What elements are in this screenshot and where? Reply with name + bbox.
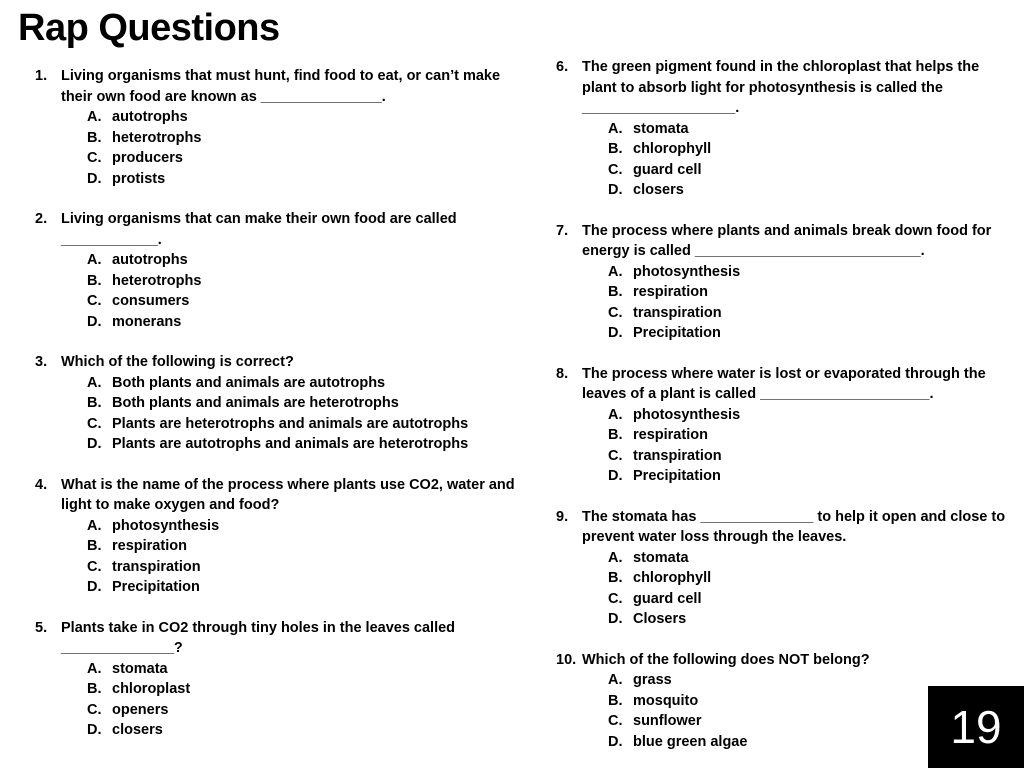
option-letter: D. — [87, 436, 102, 452]
option-letter: C. — [87, 293, 102, 309]
option-text: closers — [633, 182, 684, 198]
slide-title: Rap Questions — [18, 7, 280, 49]
answer-option — [608, 446, 1011, 467]
option-text: stomata — [633, 120, 689, 137]
option-letter: B. — [608, 692, 623, 709]
answer-options — [87, 659, 525, 741]
option-text: guard cell — [633, 161, 702, 178]
question-text: The process where plants and animals break down food for energy is called ____________________________. — [582, 222, 992, 259]
answer-option — [87, 659, 525, 680]
option-text: consumers — [112, 293, 190, 309]
option-text: Closers — [633, 611, 687, 627]
option-letter: A. — [608, 549, 623, 566]
question-number: 1. — [35, 68, 48, 84]
option-letter: C. — [87, 415, 102, 432]
question-text: Which of the following is correct? — [61, 354, 294, 370]
option-text: photosynthesis — [633, 263, 741, 280]
option-text: respiration — [633, 284, 708, 300]
answer-option — [87, 414, 525, 435]
answer-option — [608, 466, 1011, 487]
answer-option — [87, 128, 525, 149]
option-letter: C. — [608, 713, 623, 729]
option-text: Plants are heterotrophs and animals are autotrophs — [112, 415, 469, 432]
answer-options — [87, 516, 525, 598]
option-text: chlorophyll — [633, 570, 712, 586]
question-number: 5. — [35, 619, 48, 636]
option-text: heterotrophs — [112, 129, 202, 146]
option-text: photosynthesis — [633, 406, 741, 423]
option-text: photosynthesis — [112, 517, 220, 534]
option-letter: D. — [608, 325, 623, 341]
option-text: chlorophyll — [633, 141, 712, 157]
answer-option — [87, 291, 525, 312]
option-text: Precipitation — [633, 325, 721, 341]
option-text: respiration — [633, 427, 708, 443]
option-text: Both plants and animals are autotrophs — [112, 374, 386, 391]
answer-option — [87, 271, 525, 292]
answer-option — [87, 577, 525, 598]
answer-option — [608, 323, 1011, 344]
option-letter: A. — [87, 517, 102, 534]
option-text: stomata — [633, 549, 689, 566]
question-text: The green pigment found in the chloroplast that helps the plant to absorb light for photosynthesis is called the ___________________. — [582, 59, 980, 116]
option-letter: B. — [608, 284, 623, 300]
question-number: 8. — [556, 365, 569, 382]
question-text: Plants take in CO2 through tiny holes in the leaves called ______________? — [61, 619, 456, 656]
option-text: monerans — [112, 313, 182, 330]
option-letter: C. — [608, 590, 623, 607]
option-text: closers — [112, 722, 163, 738]
option-text: Precipitation — [633, 468, 721, 484]
question-number: 4. — [35, 476, 48, 493]
option-letter: D. — [87, 722, 102, 738]
answer-option — [87, 393, 525, 414]
question-5 — [35, 618, 525, 741]
question-number: 3. — [35, 354, 48, 370]
option-text: transpiration — [112, 558, 201, 575]
option-text: mosquito — [633, 692, 699, 709]
option-text: producers — [112, 150, 183, 166]
answer-options — [608, 119, 1011, 201]
answer-option — [608, 425, 1011, 446]
answer-options — [608, 405, 1011, 487]
answer-option — [87, 373, 525, 394]
option-letter: A. — [608, 263, 623, 280]
question-3 — [35, 352, 525, 455]
option-text: respiration — [112, 538, 187, 554]
answer-option — [87, 557, 525, 578]
answer-option — [87, 516, 525, 537]
option-letter: C. — [87, 150, 102, 166]
right-question-column — [556, 57, 1011, 772]
question-1 — [35, 66, 525, 189]
answer-option — [87, 434, 525, 455]
option-letter: A. — [87, 374, 102, 391]
question-2 — [35, 209, 525, 332]
answer-option — [608, 119, 1011, 140]
answer-option — [87, 148, 525, 169]
option-letter: B. — [87, 681, 102, 697]
question-text: Living organisms that can make their own food are called ____________. — [61, 211, 457, 248]
option-letter: B. — [608, 427, 623, 443]
answer-option — [87, 250, 525, 271]
answer-options — [87, 373, 525, 455]
answer-option — [608, 589, 1011, 610]
option-text: chloroplast — [112, 681, 191, 697]
question-7 — [556, 221, 1011, 344]
question-text: Living organisms that must hunt, find food to eat, or can’t make their own food are known as _______________. — [61, 68, 501, 105]
option-text: transpiration — [633, 304, 722, 321]
option-text: blue green algae — [633, 733, 748, 750]
option-letter: B. — [608, 141, 623, 157]
question-text: Which of the following does NOT belong? — [582, 651, 870, 668]
option-letter: D. — [608, 611, 623, 627]
option-letter: A. — [87, 109, 102, 125]
option-text: guard cell — [633, 590, 702, 607]
option-text: stomata — [112, 660, 168, 677]
question-number: 6. — [556, 59, 569, 75]
option-letter: A. — [608, 120, 623, 137]
option-letter: D. — [608, 182, 623, 198]
question-text: The process where water is lost or evaporated through the leaves of a plant is called _____________________. — [582, 365, 986, 402]
option-letter: C. — [608, 161, 623, 178]
question-number: 9. — [556, 508, 569, 525]
question-9 — [556, 507, 1011, 630]
answer-option — [608, 262, 1011, 283]
left-question-column — [35, 66, 525, 761]
option-letter: A. — [608, 672, 623, 688]
answer-options — [87, 107, 525, 189]
option-text: Precipitation — [112, 579, 200, 595]
option-letter: D. — [87, 313, 102, 330]
option-letter: A. — [87, 660, 102, 677]
answer-option — [608, 303, 1011, 324]
answer-options — [87, 250, 525, 332]
answer-option — [87, 679, 525, 700]
option-text: heterotrophs — [112, 272, 202, 289]
answer-option — [608, 180, 1011, 201]
question-text: What is the name of the process where plants use CO2, water and light to make oxygen and food? — [61, 476, 515, 513]
option-text: Plants are autotrophs and animals are heterotrophs — [112, 436, 469, 452]
answer-option — [87, 536, 525, 557]
slide-number-badge: 19 — [928, 686, 1024, 768]
option-letter: D. — [87, 170, 102, 187]
answer-option — [608, 139, 1011, 160]
option-letter: A. — [608, 406, 623, 423]
option-text: Both plants and animals are heterotrophs — [112, 395, 399, 411]
option-text: grass — [633, 672, 672, 688]
answer-options — [608, 262, 1011, 344]
option-letter: B. — [608, 570, 623, 586]
option-text: protists — [112, 170, 166, 187]
answer-option — [87, 169, 525, 190]
question-6 — [556, 57, 1011, 201]
option-letter: B. — [87, 538, 102, 554]
answer-option — [608, 609, 1011, 630]
question-text: The stomata has ______________ to help it open and close to prevent water loss through the leaves. — [582, 508, 1006, 545]
answer-option — [608, 568, 1011, 589]
answer-option — [608, 160, 1011, 181]
question-8 — [556, 364, 1011, 487]
answer-option — [87, 720, 525, 741]
answer-option — [608, 282, 1011, 303]
question-4 — [35, 475, 525, 598]
question-number: 10. — [556, 651, 577, 668]
option-letter: D. — [608, 733, 623, 750]
option-text: transpiration — [633, 447, 722, 464]
option-text: openers — [112, 701, 169, 718]
option-letter: A. — [87, 252, 102, 268]
option-letter: D. — [608, 468, 623, 484]
option-letter: D. — [87, 579, 102, 595]
question-number: 7. — [556, 222, 569, 239]
option-letter: C. — [87, 558, 102, 575]
answer-option — [87, 312, 525, 333]
option-text: autotrophs — [112, 252, 188, 268]
answer-option — [608, 548, 1011, 569]
answer-option — [608, 405, 1011, 426]
option-text: sunflower — [633, 713, 702, 729]
option-letter: C. — [608, 304, 623, 321]
option-letter: C. — [608, 447, 623, 464]
answer-options — [608, 548, 1011, 630]
option-letter: B. — [87, 272, 102, 289]
question-number: 2. — [35, 211, 48, 227]
option-letter: B. — [87, 129, 102, 146]
option-letter: C. — [87, 701, 102, 718]
option-text: autotrophs — [112, 109, 188, 125]
answer-option — [87, 700, 525, 721]
answer-option — [87, 107, 525, 128]
option-letter: B. — [87, 395, 102, 411]
